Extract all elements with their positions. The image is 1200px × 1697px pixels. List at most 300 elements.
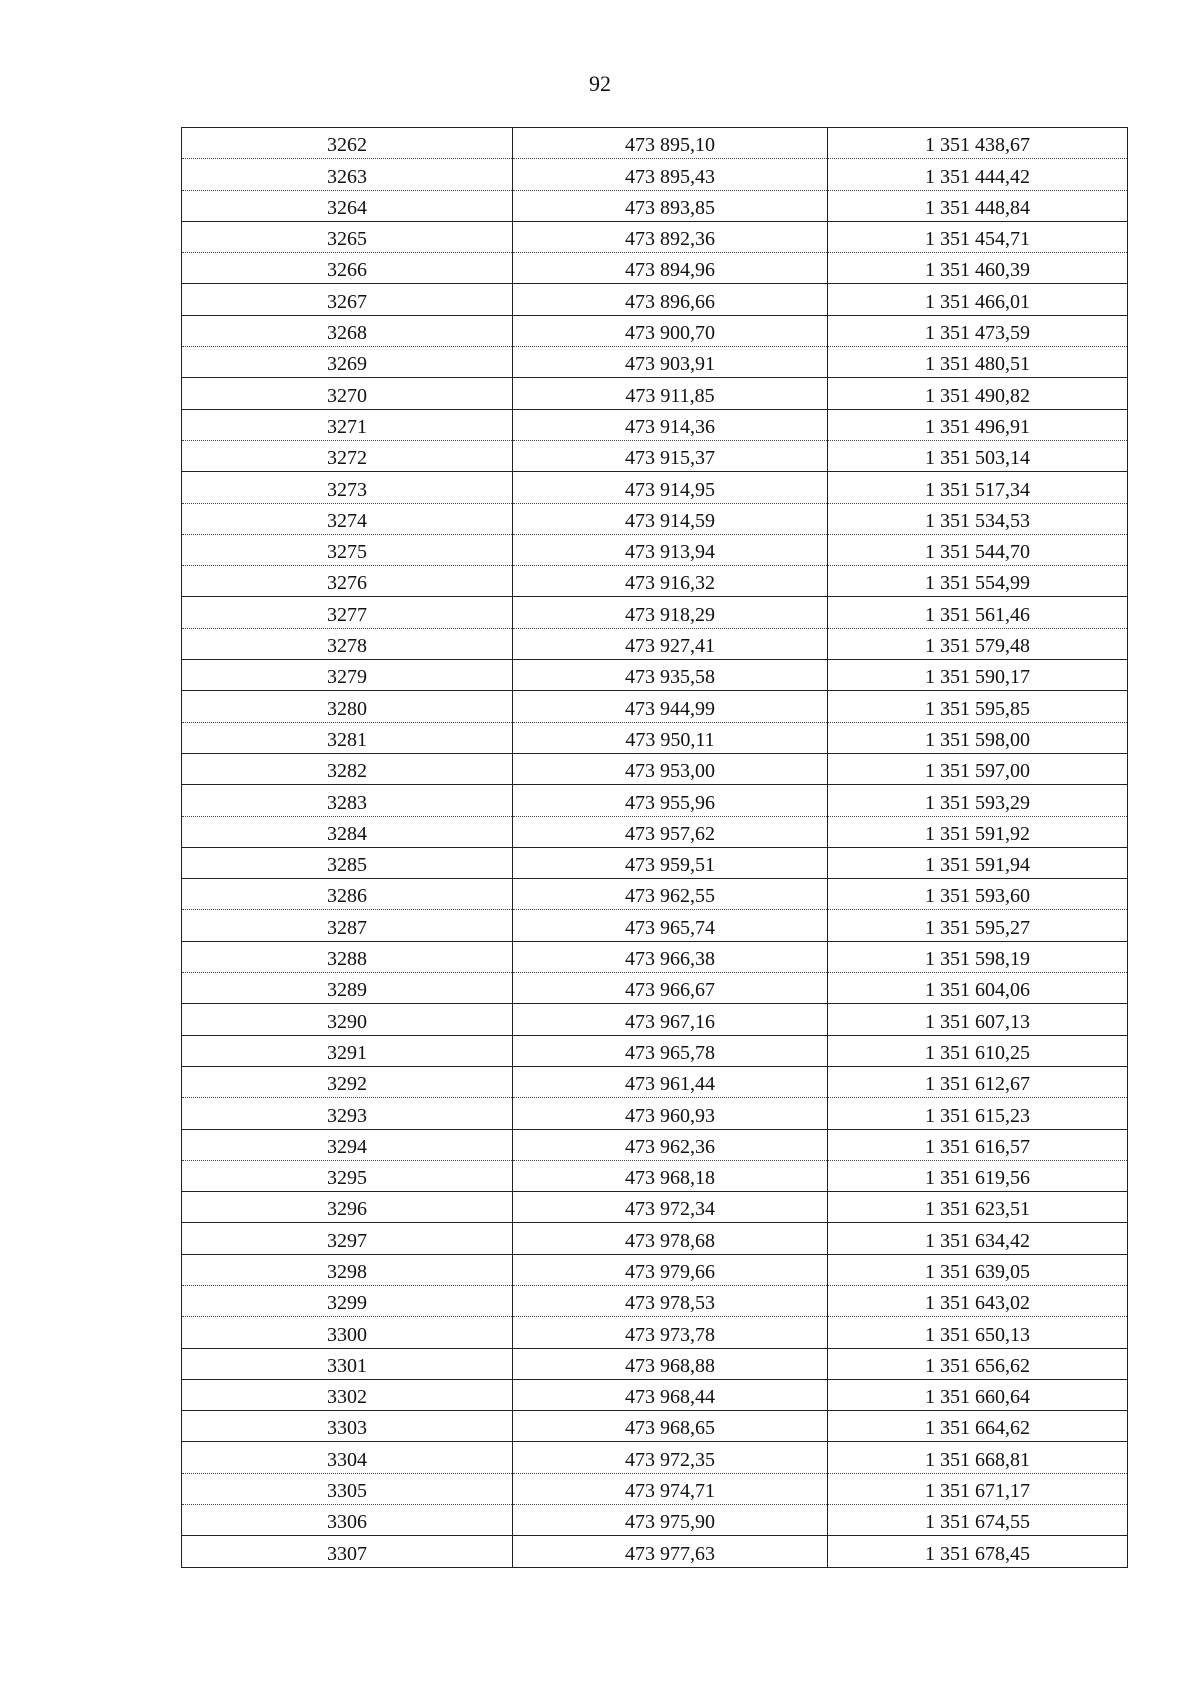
table-row [182,347,1128,378]
x-coordinate-cell-text: 473 960,93 [625,1104,715,1127]
y-coordinate-cell-text: 1 351 668,81 [925,1448,1030,1471]
x-coordinate-cell [513,1505,828,1536]
y-coordinate-cell [828,1379,1128,1410]
table-row [182,1442,1128,1473]
x-coordinate-cell [513,1473,828,1504]
y-coordinate-cell-text: 1 351 604,06 [925,979,1030,1002]
point-number-cell [182,1004,513,1035]
point-number-cell [182,1066,513,1097]
y-coordinate-cell [828,785,1128,816]
y-coordinate-cell [828,128,1128,159]
table-row [182,378,1128,409]
table-row [182,128,1128,159]
x-coordinate-cell-text: 473 962,55 [625,885,715,908]
table-row [182,1473,1128,1504]
x-coordinate-cell-text: 473 895,10 [625,134,715,157]
point-number-cell [182,159,513,190]
point-number-cell-text: 3303 [327,1417,367,1440]
y-coordinate-cell-text: 1 351 610,25 [925,1041,1030,1064]
table-row [182,785,1128,816]
x-coordinate-cell [513,910,828,941]
point-number-cell-text: 3302 [327,1386,367,1409]
point-number-cell-text: 3270 [327,384,367,407]
x-coordinate-cell [513,1160,828,1191]
y-coordinate-cell-text: 1 351 619,56 [925,1167,1030,1190]
y-coordinate-cell-text: 1 351 660,64 [925,1386,1030,1409]
y-coordinate-cell [828,1317,1128,1348]
y-coordinate-cell-text: 1 351 639,05 [925,1260,1030,1283]
table-row [182,847,1128,878]
x-coordinate-cell-text: 473 962,36 [625,1135,715,1158]
y-coordinate-cell [828,941,1128,972]
point-number-cell [182,753,513,784]
y-coordinate-cell-text: 1 351 490,82 [925,384,1030,407]
point-number-cell [182,347,513,378]
point-number-cell-text: 3285 [327,854,367,877]
y-coordinate-cell [828,190,1128,221]
x-coordinate-cell-text: 473 966,67 [625,979,715,1002]
x-coordinate-cell-text: 473 957,62 [625,822,715,845]
table-row [182,722,1128,753]
x-coordinate-cell [513,221,828,252]
y-coordinate-cell-text: 1 351 616,57 [925,1135,1030,1158]
x-coordinate-cell [513,816,828,847]
y-coordinate-cell-text: 1 351 454,71 [925,228,1030,251]
table-row [182,503,1128,534]
point-number-cell-text: 3281 [327,728,367,751]
y-coordinate-cell-text: 1 351 496,91 [925,415,1030,438]
table-row [182,973,1128,1004]
table-row [182,253,1128,284]
table-row [182,440,1128,471]
table-row [182,315,1128,346]
point-number-cell-text: 3299 [327,1292,367,1315]
table-row [182,221,1128,252]
x-coordinate-cell [513,1098,828,1129]
y-coordinate-cell [828,1004,1128,1035]
point-number-cell [182,1160,513,1191]
x-coordinate-cell-text: 473 968,18 [625,1167,715,1190]
table-row [182,1505,1128,1536]
point-number-cell-text: 3290 [327,1010,367,1033]
x-coordinate-cell [513,660,828,691]
page-number: 92 [589,71,611,96]
point-number-cell [182,409,513,440]
point-number-cell [182,1254,513,1285]
y-coordinate-cell [828,1035,1128,1066]
x-coordinate-cell-text: 473 914,59 [625,509,715,532]
table-row [182,1160,1128,1191]
point-number-cell-text: 3286 [327,885,367,908]
x-coordinate-cell-text: 473 914,36 [625,415,715,438]
point-number-cell-text: 3307 [327,1542,367,1565]
table-row [182,409,1128,440]
x-coordinate-cell-text: 473 968,44 [625,1386,715,1409]
x-coordinate-cell-text: 473 900,70 [625,322,715,345]
y-coordinate-cell [828,1223,1128,1254]
y-coordinate-cell [828,973,1128,1004]
point-number-cell-text: 3304 [327,1448,367,1471]
y-coordinate-cell-text: 1 351 650,13 [925,1323,1030,1346]
table-row [182,1004,1128,1035]
point-number-cell-text: 3283 [327,791,367,814]
x-coordinate-cell-text: 473 955,96 [625,791,715,814]
table-row [182,941,1128,972]
point-number-cell-text: 3305 [327,1480,367,1503]
x-coordinate-cell [513,1348,828,1379]
x-coordinate-cell [513,1066,828,1097]
x-coordinate-cell [513,879,828,910]
x-coordinate-cell [513,190,828,221]
x-coordinate-cell [513,1442,828,1473]
x-coordinate-cell-text: 473 967,16 [625,1010,715,1033]
x-coordinate-cell [513,347,828,378]
y-coordinate-cell [828,691,1128,722]
table-row [182,1066,1128,1097]
table-row [182,1192,1128,1223]
y-coordinate-cell-text: 1 351 590,17 [925,666,1030,689]
y-coordinate-cell-text: 1 351 480,51 [925,353,1030,376]
y-coordinate-cell [828,221,1128,252]
y-coordinate-cell [828,1473,1128,1504]
point-number-cell [182,1192,513,1223]
point-number-cell-text: 3296 [327,1198,367,1221]
point-number-cell [182,910,513,941]
x-coordinate-cell [513,472,828,503]
x-coordinate-cell-text: 473 972,35 [625,1448,715,1471]
y-coordinate-cell [828,1098,1128,1129]
x-coordinate-cell [513,597,828,628]
x-coordinate-cell-text: 473 977,63 [625,1542,715,1565]
point-number-cell-text: 3277 [327,603,367,626]
x-coordinate-cell [513,1004,828,1035]
y-coordinate-cell-text: 1 351 591,94 [925,854,1030,877]
x-coordinate-cell-text: 473 965,74 [625,916,715,939]
point-number-cell-text: 3279 [327,666,367,689]
table-row [182,472,1128,503]
table-row [182,284,1128,315]
y-coordinate-cell-text: 1 351 634,42 [925,1229,1030,1252]
table-row [182,1254,1128,1285]
point-number-cell [182,1442,513,1473]
point-number-cell [182,1536,513,1567]
point-number-cell [182,378,513,409]
y-coordinate-cell-text: 1 351 656,62 [925,1354,1030,1377]
x-coordinate-cell [513,534,828,565]
x-coordinate-cell-text: 473 944,99 [625,697,715,720]
table-row [182,1317,1128,1348]
y-coordinate-cell-text: 1 351 664,62 [925,1417,1030,1440]
point-number-cell [182,597,513,628]
point-number-cell [182,691,513,722]
y-coordinate-cell [828,159,1128,190]
y-coordinate-cell [828,1536,1128,1567]
point-number-cell-text: 3266 [327,259,367,282]
table-row [182,879,1128,910]
y-coordinate-cell [828,253,1128,284]
x-coordinate-cell [513,1285,828,1316]
x-coordinate-cell-text: 473 972,34 [625,1198,715,1221]
point-number-cell [182,785,513,816]
y-coordinate-cell [828,1129,1128,1160]
y-coordinate-cell-text: 1 351 503,14 [925,447,1030,470]
point-number-cell-text: 3295 [327,1167,367,1190]
y-coordinate-cell [828,1160,1128,1191]
y-coordinate-cell-text: 1 351 460,39 [925,259,1030,282]
y-coordinate-cell-text: 1 351 595,27 [925,916,1030,939]
y-coordinate-cell-text: 1 351 598,19 [925,948,1030,971]
x-coordinate-cell [513,378,828,409]
point-number-cell [182,628,513,659]
x-coordinate-cell-text: 473 915,37 [625,447,715,470]
table-row [182,1129,1128,1160]
y-coordinate-cell [828,910,1128,941]
x-coordinate-cell-text: 473 896,66 [625,290,715,313]
point-number-cell [182,1317,513,1348]
point-number-cell [182,440,513,471]
y-coordinate-cell-text: 1 351 534,53 [925,509,1030,532]
point-number-cell-text: 3264 [327,196,367,219]
table-row [182,159,1128,190]
y-coordinate-cell-text: 1 351 579,48 [925,635,1030,658]
point-number-cell-text: 3287 [327,916,367,939]
x-coordinate-cell [513,503,828,534]
y-coordinate-cell [828,409,1128,440]
point-number-cell-text: 3262 [327,134,367,157]
y-coordinate-cell [828,534,1128,565]
table-row [182,1035,1128,1066]
x-coordinate-cell-text: 473 903,91 [625,353,715,376]
point-number-cell-text: 3306 [327,1511,367,1534]
y-coordinate-cell-text: 1 351 438,67 [925,134,1030,157]
x-coordinate-cell-text: 473 978,53 [625,1292,715,1315]
x-coordinate-cell [513,409,828,440]
point-number-cell-text: 3278 [327,635,367,658]
x-coordinate-cell [513,785,828,816]
point-number-cell-text: 3272 [327,447,367,470]
coordinates-table-body [182,128,1128,1568]
x-coordinate-cell [513,691,828,722]
point-number-cell-text: 3300 [327,1323,367,1346]
point-number-cell-text: 3284 [327,822,367,845]
point-number-cell [182,879,513,910]
point-number-cell [182,1379,513,1410]
y-coordinate-cell [828,378,1128,409]
table-row [182,190,1128,221]
x-coordinate-cell [513,1536,828,1567]
point-number-cell-text: 3292 [327,1073,367,1096]
x-coordinate-cell [513,1129,828,1160]
point-number-cell-text: 3289 [327,979,367,1002]
y-coordinate-cell [828,1505,1128,1536]
x-coordinate-cell-text: 473 893,85 [625,196,715,219]
y-coordinate-cell-text: 1 351 544,70 [925,541,1030,564]
point-number-cell-text: 3275 [327,541,367,564]
table-row [182,628,1128,659]
y-coordinate-cell [828,1285,1128,1316]
x-coordinate-cell [513,628,828,659]
point-number-cell [182,253,513,284]
y-coordinate-cell [828,628,1128,659]
x-coordinate-cell [513,284,828,315]
y-coordinate-cell-text: 1 351 593,60 [925,885,1030,908]
point-number-cell-text: 3263 [327,165,367,188]
point-number-cell-text: 3282 [327,760,367,783]
point-number-cell-text: 3273 [327,478,367,501]
point-number-cell [182,284,513,315]
y-coordinate-cell-text: 1 351 448,84 [925,196,1030,219]
y-coordinate-cell-text: 1 351 466,01 [925,290,1030,313]
y-coordinate-cell [828,879,1128,910]
point-number-cell-text: 3276 [327,572,367,595]
y-coordinate-cell [828,440,1128,471]
point-number-cell [182,941,513,972]
y-coordinate-cell [828,1254,1128,1285]
table-row [182,1379,1128,1410]
x-coordinate-cell-text: 473 895,43 [625,165,715,188]
y-coordinate-cell [828,722,1128,753]
x-coordinate-cell-text: 473 927,41 [625,635,715,658]
point-number-cell-text: 3267 [327,290,367,313]
point-number-cell [182,1348,513,1379]
point-number-cell [182,221,513,252]
point-number-cell-text: 3280 [327,697,367,720]
point-number-cell-text: 3291 [327,1041,367,1064]
y-coordinate-cell [828,284,1128,315]
point-number-cell [182,128,513,159]
y-coordinate-cell-text: 1 351 674,55 [925,1511,1030,1534]
table-row [182,1348,1128,1379]
x-coordinate-cell-text: 473 913,94 [625,541,715,564]
y-coordinate-cell [828,1192,1128,1223]
point-number-cell [182,660,513,691]
point-number-cell-text: 3269 [327,353,367,376]
point-number-cell [182,1285,513,1316]
point-number-cell [182,1129,513,1160]
x-coordinate-cell-text: 473 959,51 [625,854,715,877]
table-row [182,1223,1128,1254]
x-coordinate-cell [513,722,828,753]
table-row [182,1285,1128,1316]
x-coordinate-cell [513,1223,828,1254]
x-coordinate-cell [513,1411,828,1442]
point-number-cell [182,472,513,503]
x-coordinate-cell-text: 473 961,44 [625,1073,715,1096]
x-coordinate-cell [513,847,828,878]
x-coordinate-cell [513,973,828,1004]
y-coordinate-cell-text: 1 351 671,17 [925,1480,1030,1503]
x-coordinate-cell [513,1035,828,1066]
x-coordinate-cell-text: 473 953,00 [625,760,715,783]
x-coordinate-cell-text: 473 894,96 [625,259,715,282]
y-coordinate-cell [828,566,1128,597]
x-coordinate-cell-text: 473 968,65 [625,1417,715,1440]
x-coordinate-cell-text: 473 914,95 [625,478,715,501]
x-coordinate-cell-text: 473 975,90 [625,1511,715,1534]
x-coordinate-cell [513,566,828,597]
point-number-cell-text: 3301 [327,1354,367,1377]
x-coordinate-cell-text: 473 979,66 [625,1260,715,1283]
y-coordinate-cell [828,472,1128,503]
table-row [182,753,1128,784]
x-coordinate-cell [513,1254,828,1285]
table-row [182,1536,1128,1567]
y-coordinate-cell-text: 1 351 591,92 [925,822,1030,845]
point-number-cell [182,503,513,534]
x-coordinate-cell-text: 473 935,58 [625,666,715,689]
table-row [182,910,1128,941]
point-number-cell-text: 3271 [327,415,367,438]
y-coordinate-cell-text: 1 351 612,67 [925,1073,1030,1096]
point-number-cell-text: 3288 [327,948,367,971]
point-number-cell [182,315,513,346]
point-number-cell-text: 3294 [327,1135,367,1158]
x-coordinate-cell-text: 473 978,68 [625,1229,715,1252]
x-coordinate-cell [513,253,828,284]
point-number-cell-text: 3293 [327,1104,367,1127]
point-number-cell [182,1505,513,1536]
y-coordinate-cell [828,1348,1128,1379]
y-coordinate-cell [828,597,1128,628]
point-number-cell [182,1098,513,1129]
x-coordinate-cell-text: 473 966,38 [625,948,715,971]
y-coordinate-cell [828,1411,1128,1442]
x-coordinate-cell-text: 473 950,11 [625,728,715,751]
y-coordinate-cell [828,315,1128,346]
x-coordinate-cell-text: 473 918,29 [625,603,715,626]
table-row [182,691,1128,722]
y-coordinate-cell-text: 1 351 598,00 [925,728,1030,751]
point-number-cell-text: 3268 [327,322,367,345]
x-coordinate-cell-text: 473 974,71 [625,1480,715,1503]
y-coordinate-cell [828,347,1128,378]
point-number-cell [182,1411,513,1442]
x-coordinate-cell-text: 473 973,78 [625,1323,715,1346]
x-coordinate-cell [513,753,828,784]
point-number-cell [182,1223,513,1254]
point-number-cell [182,566,513,597]
x-coordinate-cell [513,941,828,972]
point-number-cell [182,190,513,221]
x-coordinate-cell [513,1192,828,1223]
point-number-cell [182,1473,513,1504]
y-coordinate-cell [828,503,1128,534]
y-coordinate-cell [828,1442,1128,1473]
y-coordinate-cell-text: 1 351 444,42 [925,165,1030,188]
point-number-cell [182,534,513,565]
y-coordinate-cell-text: 1 351 595,85 [925,697,1030,720]
y-coordinate-cell-text: 1 351 615,23 [925,1104,1030,1127]
x-coordinate-cell [513,128,828,159]
table-row [182,660,1128,691]
y-coordinate-cell-text: 1 351 554,99 [925,572,1030,595]
y-coordinate-cell [828,753,1128,784]
point-number-cell [182,722,513,753]
y-coordinate-cell-text: 1 351 473,59 [925,322,1030,345]
y-coordinate-cell-text: 1 351 561,46 [925,603,1030,626]
x-coordinate-cell-text: 473 892,36 [625,228,715,251]
x-coordinate-cell [513,440,828,471]
point-number-cell-text: 3274 [327,509,367,532]
y-coordinate-cell-text: 1 351 643,02 [925,1292,1030,1315]
table-row [182,597,1128,628]
point-number-cell [182,1035,513,1066]
point-number-cell-text: 3298 [327,1260,367,1283]
x-coordinate-cell [513,1317,828,1348]
y-coordinate-cell-text: 1 351 597,00 [925,760,1030,783]
x-coordinate-cell [513,159,828,190]
y-coordinate-cell [828,1066,1128,1097]
